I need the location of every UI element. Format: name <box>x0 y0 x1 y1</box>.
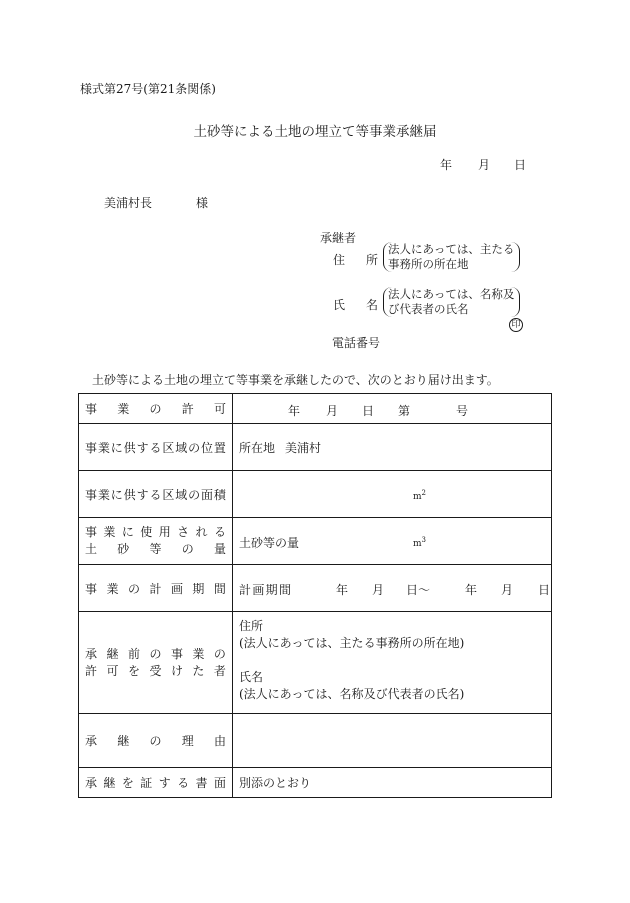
table-row <box>79 424 552 471</box>
volume-text: 土砂等の量 <box>239 536 300 550</box>
table-row <box>79 394 552 424</box>
predecessor-label-cell <box>79 612 233 714</box>
address-note <box>383 242 520 272</box>
date-year-label: 年 <box>440 158 453 172</box>
table-row <box>79 768 552 798</box>
location-village: 美浦村 <box>285 440 322 455</box>
date-month-label: 月 <box>478 158 491 172</box>
period-label-cell <box>79 565 233 612</box>
period-end-year: 年 <box>465 583 478 597</box>
address-label-1: 住 <box>333 253 346 267</box>
permit-label: 事 業 の 許 可 <box>85 402 226 416</box>
predecessor-value-cell[interactable] <box>233 612 552 714</box>
document-value-cell[interactable] <box>233 768 552 798</box>
applicant-label: 承継者 <box>320 231 357 245</box>
seal-icon: 印 <box>509 318 523 332</box>
table-row <box>79 714 552 768</box>
address-note-line-2: 事務所の所在地 <box>388 257 469 271</box>
reason-label: 承 継 の 理 由 <box>85 734 226 748</box>
table-row <box>79 565 552 612</box>
reason-value-cell[interactable] <box>233 714 552 768</box>
period-start-day: 日 <box>406 583 419 597</box>
name-label-2: 名 <box>366 298 379 312</box>
predecessor-name-note: (法人にあっては、名称及び代表者の氏名) <box>239 687 465 701</box>
period-end-day: 日 <box>538 583 551 597</box>
date-day-label: 日 <box>514 158 527 172</box>
location-label-cell <box>79 424 233 471</box>
permit-value-cell[interactable] <box>233 394 552 424</box>
address-label-2: 所 <box>366 253 379 267</box>
table-row <box>79 471 552 518</box>
predecessor-address-label: 住所 <box>239 619 264 633</box>
period-start-month: 月 <box>372 583 385 597</box>
permit-dai-label: 第 <box>398 403 411 418</box>
area-label: 事 業 に 供 す る 区 域 の 面 積 <box>85 487 226 502</box>
document-label-cell <box>79 768 233 798</box>
addressee-honorific: 様 <box>196 196 209 210</box>
location-value-cell[interactable] <box>233 424 552 471</box>
predecessor-label-line-1: 承 継 前 の 事 業 の <box>85 646 226 661</box>
location-prefix: 所在地 <box>239 440 276 455</box>
period-label: 事 業 の 計 画 期 間 <box>85 581 226 596</box>
predecessor-label-line-2: 許 可 を 受 け た 者 <box>85 663 226 678</box>
location-label: 事 業 に 供 す る 区 域 の 位 置 <box>85 440 226 455</box>
period-start-year: 年 <box>336 583 349 597</box>
reason-label-cell <box>79 714 233 768</box>
document-label: 承 継 を 証 す る 書 面 <box>85 776 226 790</box>
page-title: 土砂等による土地の埋立て等事業承継届 <box>193 124 437 140</box>
permit-value <box>239 402 545 416</box>
addressee-name: 美浦村長 <box>104 196 153 210</box>
address-note-line-1: 法人にあっては、主たる <box>388 242 515 256</box>
volume-unit: $m^3$ <box>413 536 427 549</box>
table-row <box>79 518 552 565</box>
volume-value-cell[interactable] <box>233 518 552 565</box>
area-unit: $m^2$ <box>413 489 427 502</box>
name-note-line-1: 法人にあっては、名称及 <box>388 287 515 301</box>
period-value-cell[interactable] <box>233 565 552 612</box>
predecessor-name-label: 氏名 <box>239 670 264 684</box>
period-text: 計 画 期 間 <box>239 583 291 597</box>
intro-text: 土砂等による土地の埋立て等事業を承継したので、次のとおり届け出ます。 <box>92 373 499 387</box>
permit-month-label: 月 <box>326 403 339 418</box>
name-label-1: 氏 <box>333 298 346 312</box>
phone-label: 電話番号 <box>332 336 381 350</box>
period-tilde: 〜 <box>418 583 431 597</box>
table-row <box>79 612 552 714</box>
permit-go-label: 号 <box>456 403 469 418</box>
area-value-cell[interactable] <box>233 471 552 518</box>
form-number: 様式第27号(第21条関係) <box>80 82 216 96</box>
predecessor-address-note: (法人にあっては、主たる事務所の所在地) <box>239 636 465 650</box>
permit-day-label: 日 <box>362 403 375 418</box>
volume-label-line-1: 事 業 に 使 用 さ れ る <box>85 525 226 539</box>
volume-label-line-2: 土 砂 等 の 量 <box>85 542 226 556</box>
period-end-month: 月 <box>501 583 514 597</box>
volume-label-cell <box>79 518 233 565</box>
permit-year-label: 年 <box>288 403 301 418</box>
permit-label-cell <box>79 394 233 424</box>
document-value: 別添のとおり <box>239 776 312 790</box>
notification-table <box>78 393 552 798</box>
name-note-line-2: び代表者の氏名 <box>388 302 469 316</box>
area-label-cell <box>79 471 233 518</box>
name-note <box>383 287 520 317</box>
